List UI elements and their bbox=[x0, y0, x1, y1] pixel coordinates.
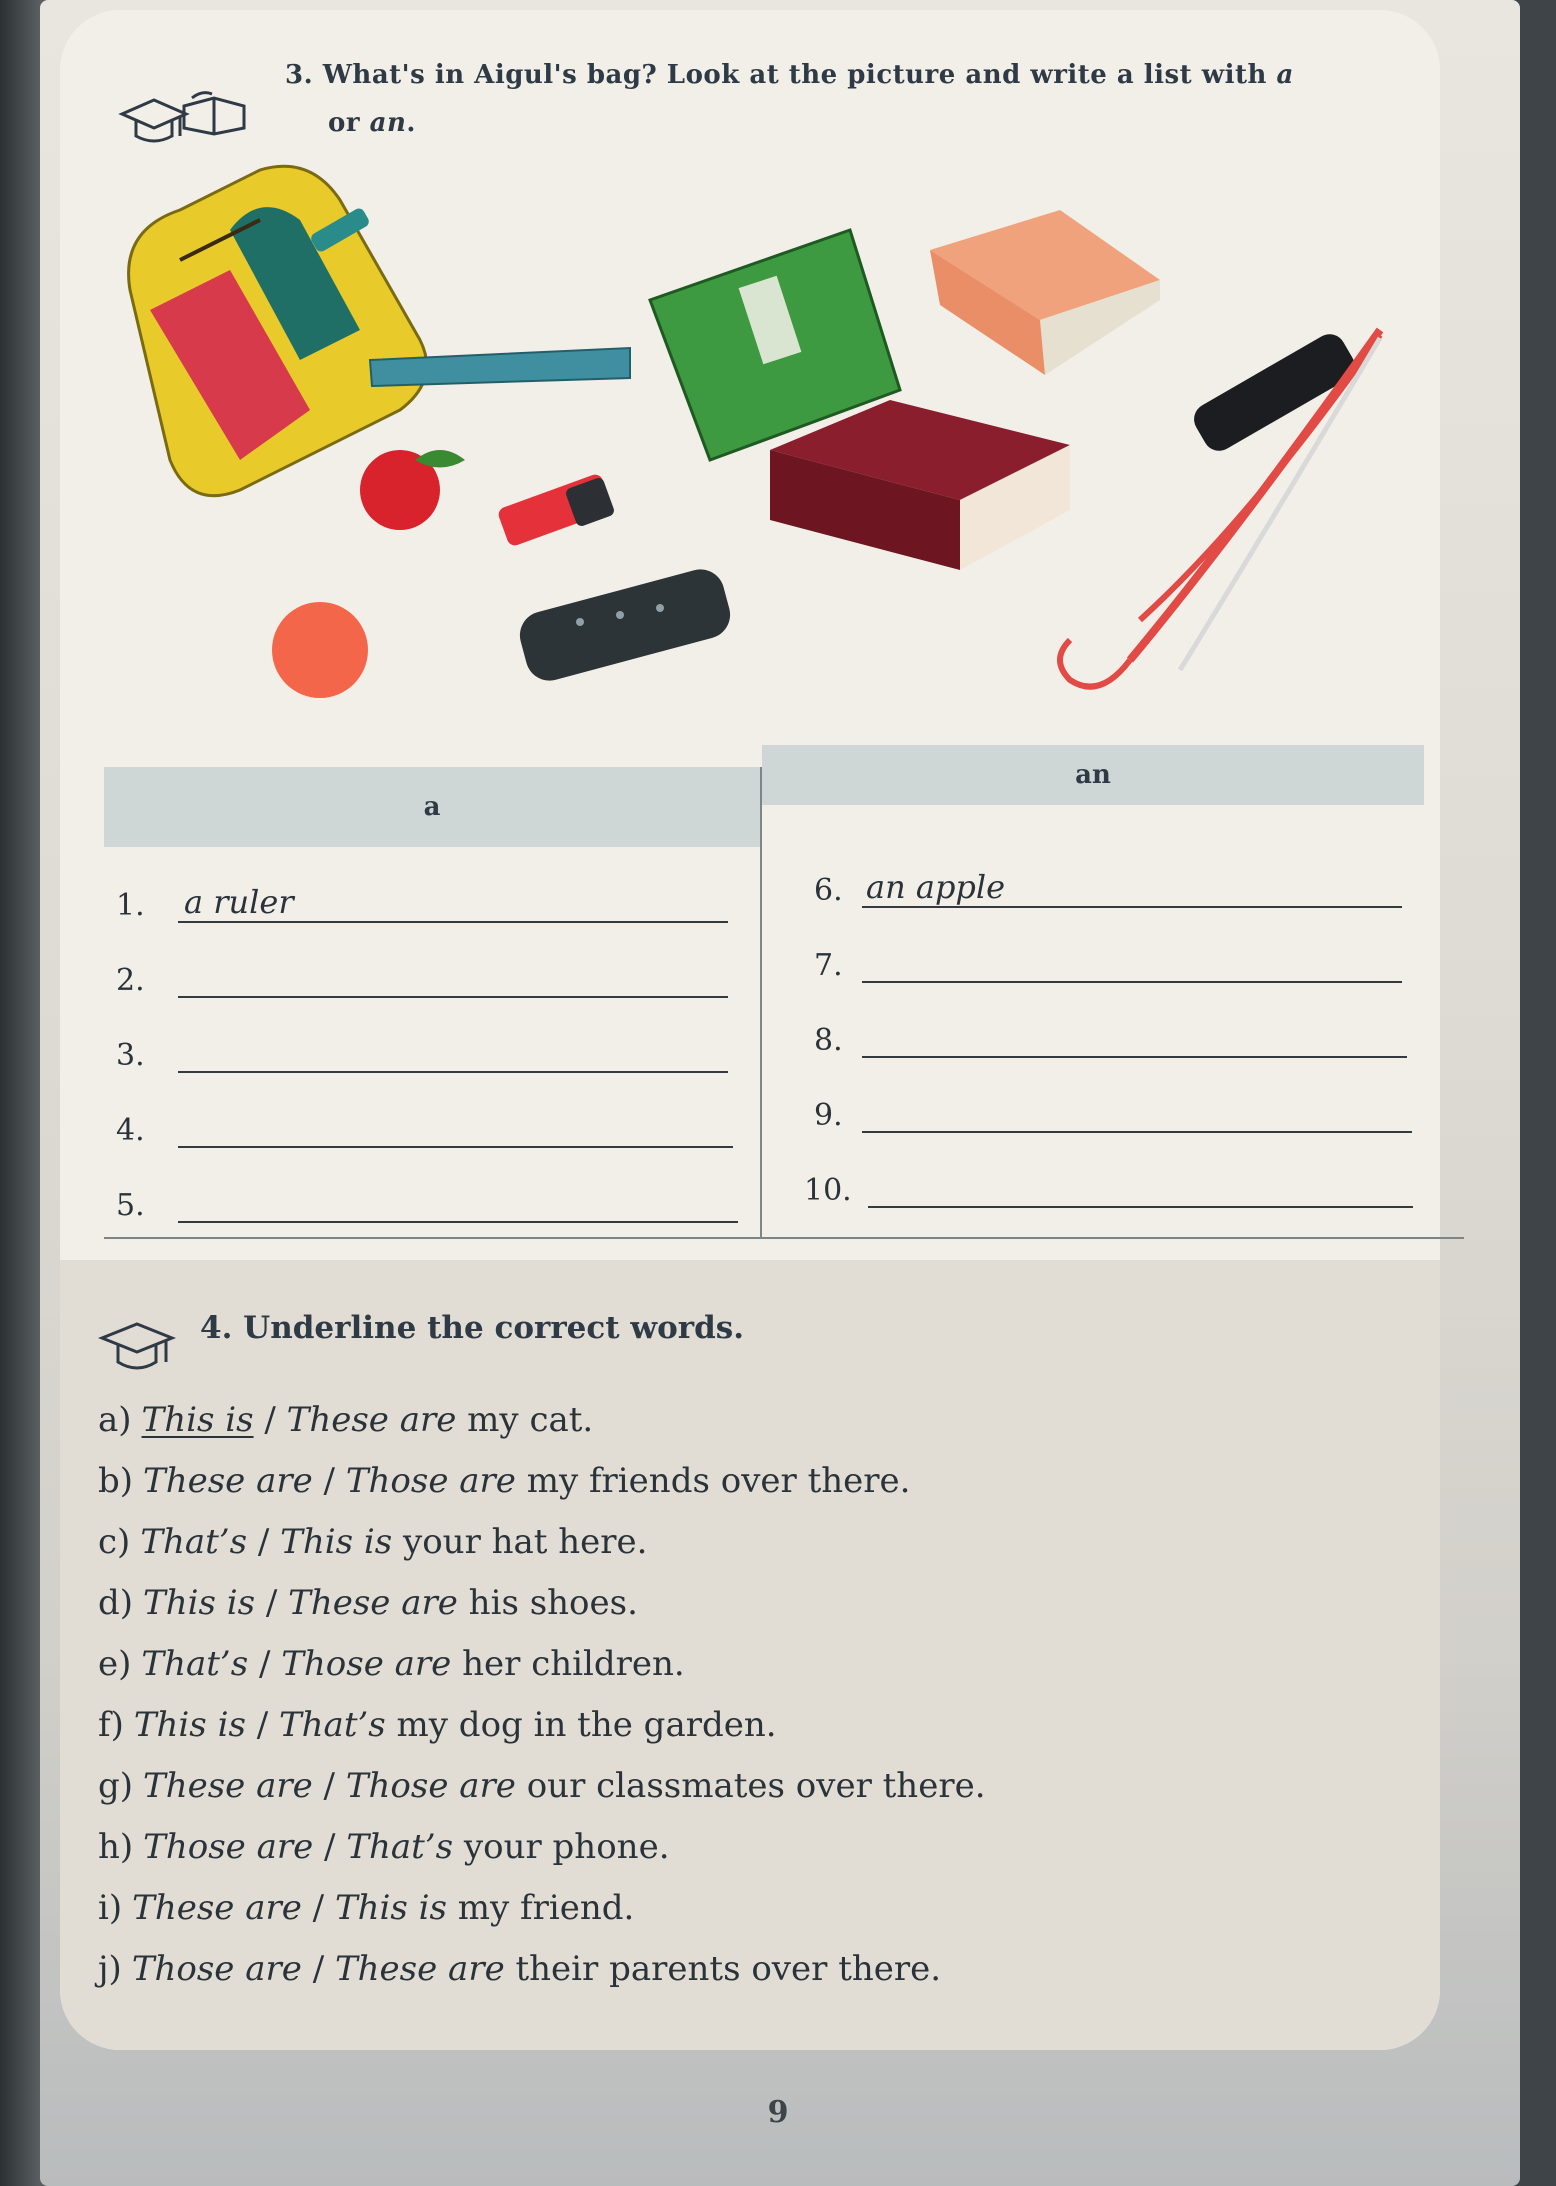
book-icon bbox=[178, 88, 250, 138]
choice-option[interactable]: These are bbox=[288, 1583, 458, 1623]
list-item: 1. a ruler bbox=[116, 887, 736, 927]
choice-option[interactable]: This is bbox=[141, 1400, 254, 1440]
choice-option[interactable]: This is bbox=[280, 1522, 393, 1562]
answer-line[interactable] bbox=[862, 981, 1402, 983]
dictionary-icon bbox=[770, 400, 1070, 570]
choice-option[interactable]: That’s bbox=[278, 1705, 386, 1745]
choice-option[interactable]: That’s bbox=[140, 1522, 248, 1562]
sentence-rest: our classmates over there. bbox=[515, 1766, 986, 1806]
answer-line[interactable] bbox=[178, 1146, 733, 1148]
choice-option[interactable]: That’s bbox=[141, 1644, 249, 1684]
sentence-item bbox=[98, 1766, 1298, 1827]
sentence-item bbox=[98, 1400, 1298, 1461]
sentence-item bbox=[98, 1461, 1298, 1522]
sentence-rest: my dog in the garden. bbox=[385, 1705, 777, 1745]
answer-line[interactable] bbox=[178, 1221, 738, 1223]
pencil-case-icon bbox=[515, 564, 736, 686]
choice-option[interactable]: Those are bbox=[143, 1827, 314, 1867]
sentence-item bbox=[98, 1583, 1298, 1644]
choice-option[interactable]: These are bbox=[143, 1766, 313, 1806]
page-number: 9 bbox=[767, 2095, 789, 2130]
choice-separator: / bbox=[301, 1888, 335, 1928]
table-header-a: a bbox=[104, 767, 760, 847]
sentence-rest: his shoes. bbox=[457, 1583, 638, 1623]
sentence-item bbox=[98, 1705, 1298, 1766]
exercise3-number: 3. bbox=[285, 60, 314, 90]
choice-option[interactable]: These are bbox=[286, 1400, 457, 1440]
answer-line[interactable] bbox=[178, 921, 728, 923]
list-item: 7. bbox=[814, 947, 1414, 987]
sentence-rest: my friends over there. bbox=[515, 1461, 911, 1501]
sentence-label: j) bbox=[98, 1949, 122, 1989]
choice-option[interactable]: Those are bbox=[281, 1644, 452, 1684]
choice-separator: / bbox=[312, 1461, 346, 1501]
sentence-label: c) bbox=[98, 1522, 131, 1562]
list-item: 3. bbox=[116, 1037, 736, 1077]
table-header-an: an bbox=[762, 745, 1424, 805]
sentence-rest: her children. bbox=[451, 1644, 685, 1684]
eraser-icon bbox=[496, 472, 615, 547]
sentence-label: e) bbox=[98, 1644, 132, 1684]
orange-icon bbox=[272, 602, 368, 698]
exercise4-instruction: Underline the correct words. bbox=[243, 1310, 745, 1346]
graduation-cap-icon bbox=[98, 1318, 176, 1378]
answer-text: a ruler bbox=[184, 883, 294, 921]
exercise3-instruction-an: an bbox=[369, 108, 407, 138]
sentence-label: a) bbox=[98, 1400, 132, 1440]
sentence-rest: your phone. bbox=[453, 1827, 670, 1867]
bag-contents-illustration bbox=[110, 160, 1410, 720]
exercise4-heading bbox=[200, 1310, 744, 1346]
choice-separator: / bbox=[312, 1766, 346, 1806]
choice-option[interactable]: These are bbox=[143, 1461, 313, 1501]
list-item: 4. bbox=[116, 1112, 736, 1152]
exercise3-heading bbox=[285, 60, 1294, 90]
sentence-label: b) bbox=[98, 1461, 134, 1501]
choice-option[interactable]: This is bbox=[133, 1705, 246, 1745]
answer-line[interactable] bbox=[178, 1071, 728, 1073]
sentence-item bbox=[98, 1888, 1298, 1949]
choice-option[interactable]: Those are bbox=[345, 1461, 516, 1501]
sentence-item bbox=[98, 1522, 1298, 1583]
sentence-rest: my friend. bbox=[446, 1888, 635, 1928]
list-item: 2. bbox=[116, 962, 736, 1002]
choice-separator: / bbox=[248, 1644, 282, 1684]
choice-separator: / bbox=[301, 1949, 335, 1989]
answer-text: an apple bbox=[866, 868, 1006, 906]
answer-line[interactable] bbox=[862, 906, 1402, 908]
sentence-item bbox=[98, 1644, 1298, 1705]
a-an-table bbox=[104, 745, 1424, 1240]
choice-separator: / bbox=[253, 1400, 287, 1440]
sentence-rest: their parents over there. bbox=[504, 1949, 942, 1989]
answer-line[interactable] bbox=[862, 1131, 1412, 1133]
exercise4-number: 4. bbox=[200, 1310, 233, 1346]
answer-line[interactable] bbox=[862, 1056, 1407, 1058]
list-item: 6. an apple bbox=[814, 872, 1414, 912]
choice-option[interactable]: Those are bbox=[345, 1766, 516, 1806]
choice-option[interactable]: Those are bbox=[131, 1949, 302, 1989]
sentence-rest: my cat. bbox=[456, 1400, 594, 1440]
exercise3-instruction-a: a bbox=[1276, 60, 1294, 90]
sentence-item bbox=[98, 1827, 1298, 1888]
list-item: 8. bbox=[814, 1022, 1414, 1062]
sentence-label: h) bbox=[98, 1827, 134, 1867]
answer-line[interactable] bbox=[868, 1206, 1413, 1208]
table-divider bbox=[760, 767, 762, 1237]
answer-line[interactable] bbox=[178, 996, 728, 998]
exercise3-heading-line2: or an. bbox=[328, 108, 416, 138]
sentence-rest: your hat here. bbox=[392, 1522, 648, 1562]
exercise3-instruction: What's in Aigul's bag? Look at the picture and write a list with bbox=[322, 60, 1277, 90]
apple-icon bbox=[360, 450, 465, 530]
choice-separator: / bbox=[247, 1522, 281, 1562]
sentence-label: f) bbox=[98, 1705, 124, 1745]
list-item: 9. bbox=[814, 1097, 1414, 1137]
choice-separator: / bbox=[245, 1705, 279, 1745]
sentence-label: i) bbox=[98, 1888, 123, 1928]
choice-option[interactable]: These are bbox=[132, 1888, 302, 1928]
book-icon bbox=[930, 210, 1160, 375]
sentence-item bbox=[98, 1949, 1298, 2010]
backpack-icon bbox=[129, 166, 427, 495]
sentence-label: g) bbox=[98, 1766, 134, 1806]
list-item: 5. bbox=[116, 1187, 736, 1227]
table-bottom-border bbox=[104, 1237, 1464, 1239]
sentence-label: d) bbox=[98, 1583, 134, 1623]
choice-separator: / bbox=[255, 1583, 289, 1623]
choice-option[interactable]: These are bbox=[334, 1949, 505, 1989]
list-item: 10. bbox=[804, 1172, 1414, 1212]
choice-option[interactable]: That’s bbox=[346, 1827, 454, 1867]
choice-option[interactable]: This is bbox=[334, 1888, 447, 1928]
exercise4-sentences bbox=[98, 1400, 1298, 2010]
choice-separator: / bbox=[313, 1827, 347, 1867]
choice-option[interactable]: This is bbox=[143, 1583, 256, 1623]
